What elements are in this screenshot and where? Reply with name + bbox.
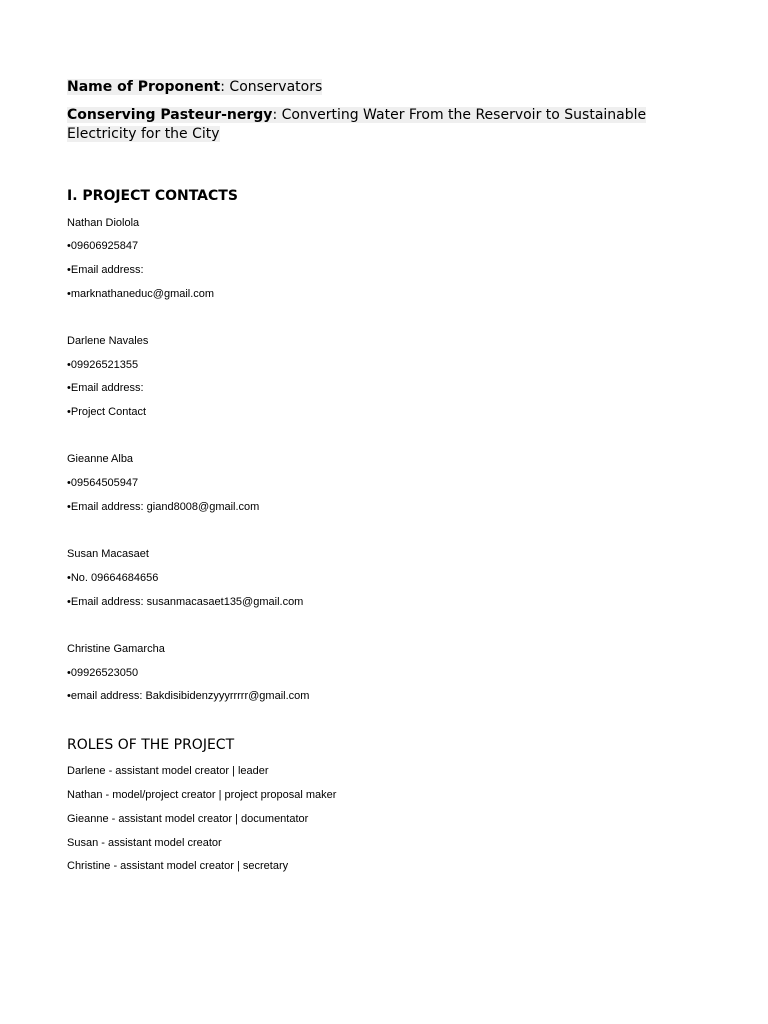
contact-phone: •09926521355 [67, 359, 139, 371]
project-label: Conserving Pasteur-nergy [67, 107, 273, 123]
contact-email-label: •Email address: [67, 382, 144, 394]
contact-email: •email address: Bakdisibidenzyyyrrrrr@gmail.com [67, 690, 310, 702]
contact-email-label: •Email address: [67, 264, 144, 276]
contact-name: Gieanne Alba [67, 453, 134, 465]
project-title-line [67, 106, 707, 144]
role-item: Gieanne - assistant model creator | documentator [67, 813, 309, 825]
role-item: Darlene - assistant model creator | leader [67, 765, 269, 777]
proponent-value: : Conservators [220, 79, 323, 95]
contact-note: •Project Contact [67, 406, 147, 418]
contact-phone: •09606925847 [67, 240, 139, 252]
contact-phone: •09926523050 [67, 667, 139, 679]
contact-phone: •No. 09664684656 [67, 572, 159, 584]
contact-phone: •09564505947 [67, 477, 139, 489]
project-value: : Converting Water From the Reservoir to Sustainable Electricity for the City [67, 107, 647, 142]
roles-heading: ROLES OF THE PROJECT [67, 737, 235, 753]
role-item: Susan - assistant model creator [67, 837, 222, 849]
contact-email: •marknathaneduc@gmail.com [67, 288, 215, 300]
proponent-line [67, 78, 322, 97]
proponent-label: Name of Proponent [67, 79, 221, 95]
contact-name: Christine Gamarcha [67, 643, 165, 655]
contact-email: •Email address: susanmacasaet135@gmail.com [67, 596, 304, 608]
role-item: Nathan - model/project creator | project proposal maker [67, 789, 337, 801]
contact-name: Susan Macasaet [67, 548, 149, 560]
contact-name: Darlene Navales [67, 335, 149, 347]
contact-email: •Email address: giand8008@gmail.com [67, 501, 260, 513]
contact-name: Nathan Diolola [67, 217, 140, 229]
contacts-heading: I. PROJECT CONTACTS [67, 188, 238, 204]
role-item: Christine - assistant model creator | secretary [67, 860, 289, 872]
